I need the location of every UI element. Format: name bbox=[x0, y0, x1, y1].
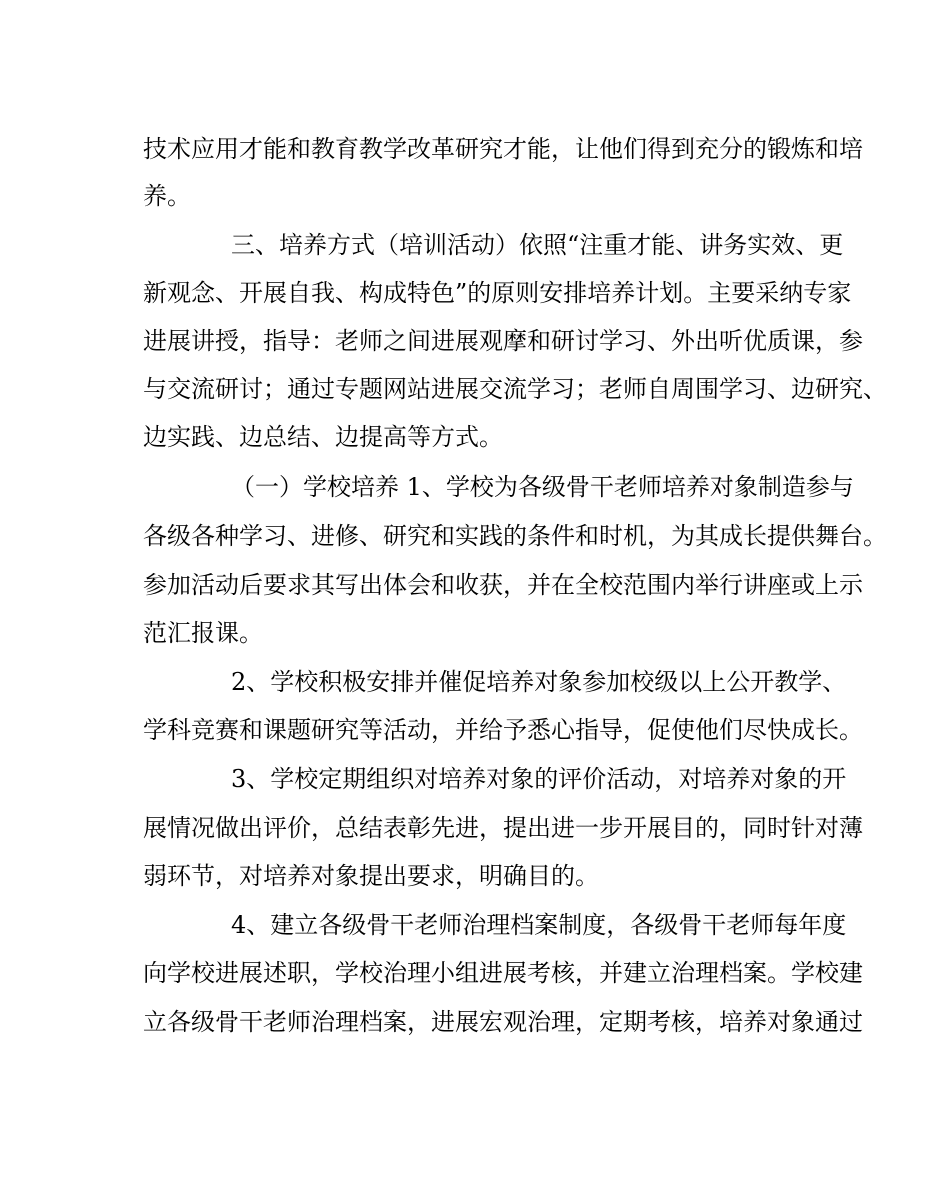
paragraph-start-line: 3、学校定期组织对培养对象的评价活动，对培养对象的开 bbox=[231, 765, 847, 793]
text-line: 边实践、边总结、边提高等方式。 bbox=[143, 423, 503, 451]
text-line: 进展讲授，指导：老师之间进展观摩和研讨学习、外出听优质课，参 bbox=[143, 327, 863, 355]
text-line: 参加活动后要求其写出体会和收获，并在全校范围内举行讲座或上示 bbox=[143, 571, 863, 599]
text-line: 新观念、开展自我、构成特色”的原则安排培养计划。主要采纳专家 bbox=[143, 279, 852, 307]
text-line: 向学校进展述职，学校治理小组进展考核，并建立治理档案。学校建 bbox=[143, 959, 863, 987]
text-line: 学科竞赛和课题研究等活动，并给予悉心指导，促使他们尽快成长。 bbox=[143, 716, 863, 744]
text-line: 立各级骨干老师治理档案，进展宏观治理，定期考核，培养对象通过 bbox=[143, 1008, 863, 1036]
text-line: 展情况做出评价，总结表彰先进，提出进一步开展目的，同时针对薄 bbox=[143, 814, 863, 842]
paragraph-start-line: 三、培养方式（培训活动）依照“注重才能、讲务实效、更 bbox=[231, 231, 844, 259]
text-line: 各级各种学习、进修、研究和实践的条件和时机，为其成长提供舞台。 bbox=[143, 522, 887, 550]
text-line: 养。 bbox=[143, 182, 191, 210]
text-line: 与交流研讨；通过专题网站进展交流学习；老师自周围学习、边研究、 bbox=[143, 375, 887, 403]
text-line: 技术应用才能和教育教学改革研究才能，让他们得到充分的锻炼和培 bbox=[143, 135, 863, 163]
paragraph-start-line: （一）学校培养 1、学校为各级骨干老师培养对象制造参与 bbox=[231, 473, 854, 501]
paragraph-start-line: 4、建立各级骨干老师治理档案制度，各级骨干老师每年度 bbox=[231, 911, 847, 939]
text-line: 弱环节，对培养对象提出要求，明确目的。 bbox=[143, 862, 599, 890]
text-line: 范汇报课。 bbox=[143, 619, 263, 647]
paragraph-start-line: 2、学校积极安排并催促培养对象参加校级以上公开教学、 bbox=[231, 668, 847, 696]
